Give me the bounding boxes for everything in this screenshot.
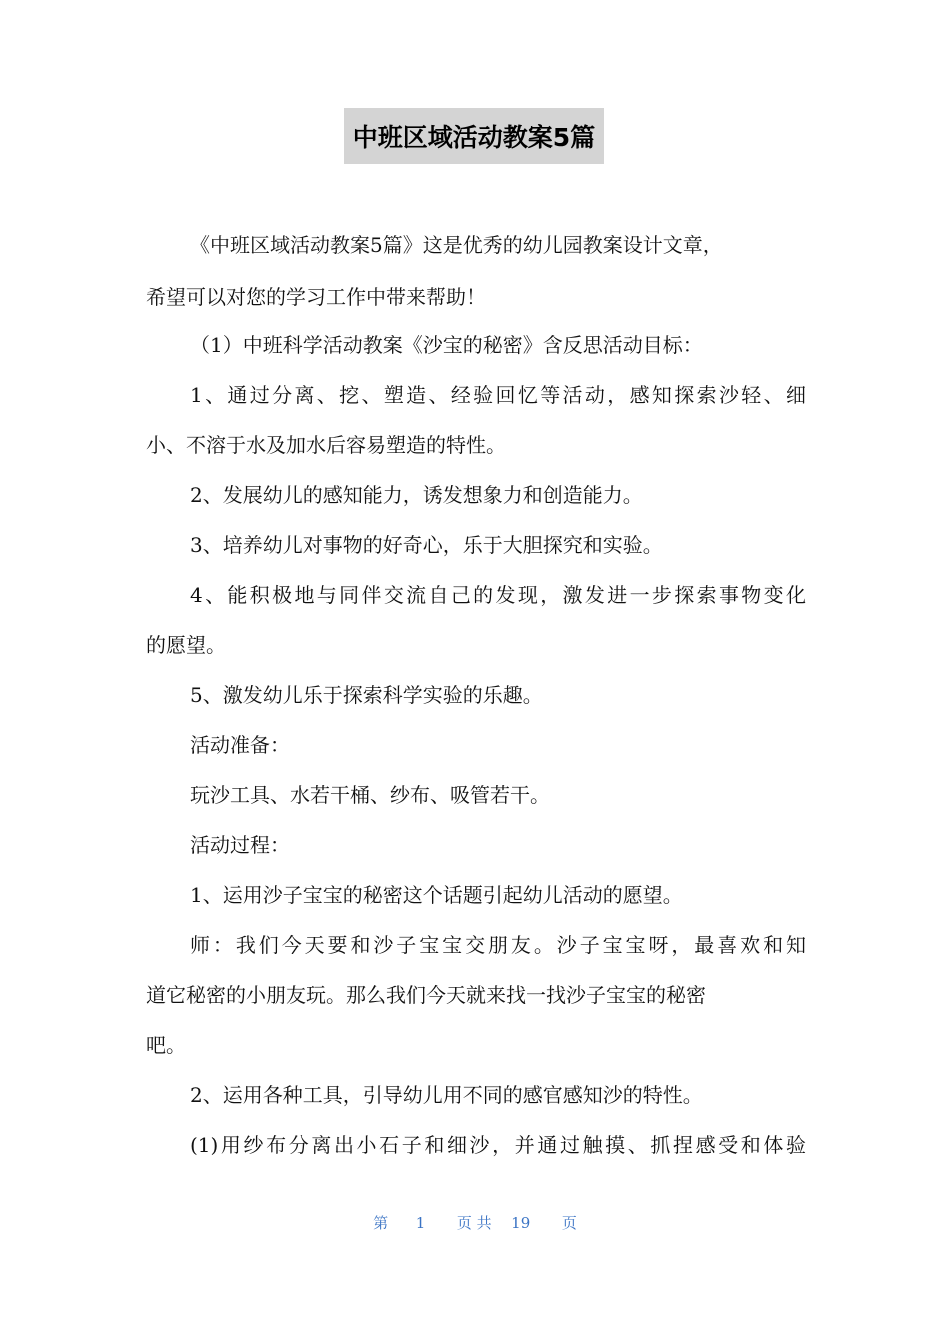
paragraph-line: 活动准备： — [190, 733, 290, 757]
paragraph-line: 道它秘密的小朋友玩。那么我们今天就来找一找沙子宝宝的秘密 — [146, 983, 706, 1007]
paragraph-line: 《中班区域活动教案5篇》这是优秀的幼儿园教案设计文章， — [190, 233, 723, 257]
footer-prefix: 第 — [373, 1214, 389, 1232]
paragraph-line: 3、培养幼儿对事物的好奇心，乐于大胆探究和实验。 — [190, 533, 663, 557]
paragraph-line: （1）中班科学活动教案《沙宝的秘密》含反思活动目标： — [190, 333, 703, 357]
paragraph-line: (1)用纱布分离出小石子和细沙，并通过触摸、抓捏感受和体验 — [190, 1133, 806, 1157]
footer-suffix: 页 — [561, 1214, 577, 1232]
paragraph-line: 1、通过分离、挖、塑造、经验回忆等活动，感知探索沙轻、细 — [190, 383, 806, 407]
paragraph-line: 5、激发幼儿乐于探索科学实验的乐趣。 — [190, 683, 543, 707]
paragraph-line: 小、不溶于水及加水后容易塑造的特性。 — [146, 433, 506, 457]
page-footer — [0, 1212, 950, 1233]
paragraph-line: 玩沙工具、水若干桶、纱布、吸管若干。 — [190, 783, 550, 807]
paragraph-line: 吧。 — [146, 1033, 186, 1057]
paragraph-line: 4、能积极地与同伴交流自己的发现，激发进一步探索事物变化 — [190, 583, 806, 607]
footer-middle: 页 共 — [456, 1214, 492, 1232]
paragraph-line: 2、发展幼儿的感知能力，诱发想象力和创造能力。 — [190, 483, 643, 507]
paragraph-line: 1、运用沙子宝宝的秘密这个话题引起幼儿活动的愿望。 — [190, 883, 683, 907]
document-title: 中班区域活动教案5篇 — [352, 123, 596, 152]
paragraph-line: 的愿望。 — [146, 633, 226, 657]
paragraph-line: 希望可以对您的学习工作中带来帮助！ — [146, 285, 486, 309]
total-pages-number: 19 — [511, 1214, 531, 1232]
paragraph-line: 师：我们今天要和沙子宝宝交朋友。沙子宝宝呀，最喜欢和知 — [190, 933, 806, 957]
paragraph-line: 活动过程： — [190, 833, 290, 857]
current-page-number: 1 — [415, 1214, 426, 1232]
paragraph-line: 2、运用各种工具，引导幼儿用不同的感官感知沙的特性。 — [190, 1083, 703, 1107]
title-highlight — [344, 108, 604, 164]
